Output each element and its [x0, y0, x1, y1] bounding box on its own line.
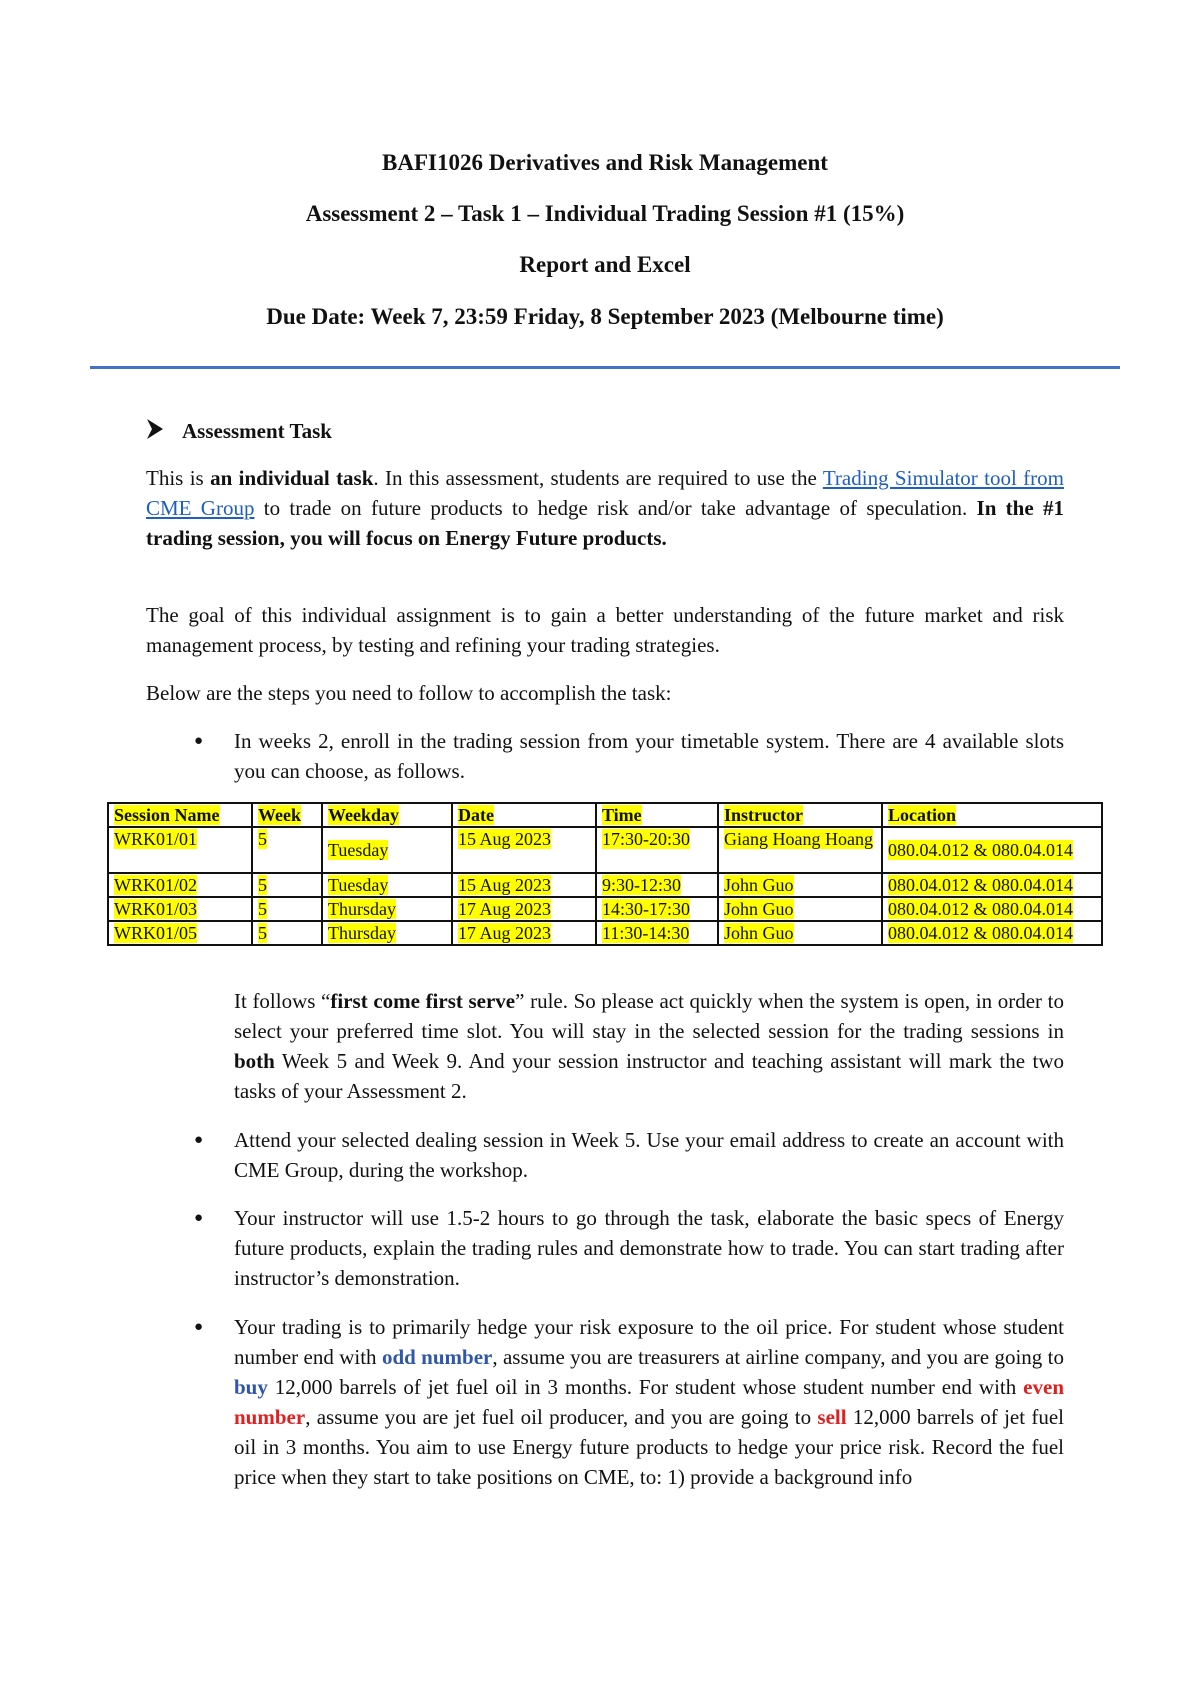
table-cell [108, 827, 252, 873]
table-header [252, 803, 322, 827]
header-text: Weekday [328, 805, 400, 825]
cell-text: John Guo [724, 923, 794, 943]
cell-text: 17 Aug 2023 [458, 923, 552, 943]
table-cell [882, 827, 1102, 873]
steps-intro: Below are the steps you need to follow to accomplish the task: [146, 681, 672, 705]
cell-text: 080.04.012 & 080.04.014 [888, 899, 1074, 919]
table-header [596, 803, 718, 827]
intro-paragraph [146, 463, 1064, 553]
cell-text: Thursday [328, 923, 396, 943]
intro-text: This is [146, 466, 211, 490]
due-date: Due Date: Week 7, 23:59 Friday, 8 September 2023 (Melbourne time) [266, 304, 944, 329]
step-enroll: In weeks 2, enroll in the trading session from your timetable system. There are 4 available slots you can choose, as follows. [234, 729, 1064, 783]
cell-text: WRK01/02 [114, 875, 197, 895]
table-cell [322, 827, 452, 873]
cell-text: WRK01/03 [114, 899, 197, 919]
goal-paragraph: The goal of this individual assignment is to gain a better understanding of the future market and risk management process, by testing and refining your trading strategies. [146, 603, 1064, 657]
table-cell [252, 827, 322, 873]
table-cell [596, 921, 718, 945]
cell-text: John Guo [724, 875, 794, 895]
table-row [108, 897, 1102, 921]
table-row [108, 873, 1102, 897]
table-cell [108, 897, 252, 921]
cell-text: Giang Hoang Hoang [724, 829, 873, 849]
bullet-dot: ● [194, 1132, 204, 1148]
step-trading [234, 1312, 1064, 1492]
buy-label: buy [234, 1375, 268, 1399]
rule-emphasis: first come first serve [330, 989, 516, 1013]
table-cell [882, 921, 1102, 945]
rule-text: Week 5 and Week 9. And your session instructor and teaching assistant will mark the two tasks of your Assessment 2. [234, 1049, 1064, 1103]
section-heading: Assessment Task [182, 419, 332, 443]
table-row [108, 921, 1102, 945]
table-cell [452, 921, 596, 945]
table-header [322, 803, 452, 827]
table-cell [718, 827, 882, 873]
cell-text: 11:30-14:30 [602, 923, 690, 943]
deliverable-title: Report and Excel [519, 252, 691, 277]
trading-text: 12,000 barrels of jet fuel oil in 3 months. You aim to use Energy future products to hedge your price risk. Record the fuel price when they start to take positions on CME, to: 1) provide a background info [234, 1405, 1064, 1489]
cell-text: 5 [258, 923, 267, 943]
trading-text: 12,000 barrels of jet fuel oil in 3 months. For student whose student number end with [267, 1375, 1024, 1399]
header-text: Instructor [724, 805, 803, 825]
even-number-label: even number [234, 1375, 1064, 1429]
cell-text: 14:30-17:30 [602, 899, 690, 919]
enroll-rule-paragraph [234, 986, 1064, 1106]
trading-text: , assume you are jet fuel oil producer, and you are going to [305, 1405, 818, 1429]
cell-text: 080.04.012 & 080.04.014 [888, 840, 1074, 860]
bullet-dot: ● [194, 1319, 204, 1335]
cell-text: WRK01/05 [114, 923, 197, 943]
table-cell [452, 873, 596, 897]
course-title: BAFI1026 Derivatives and Risk Management [382, 150, 828, 175]
table-cell [718, 921, 882, 945]
cell-text: 5 [258, 875, 267, 895]
intro-text: . In this assessment, students are required to use the [373, 466, 823, 490]
table-cell [882, 873, 1102, 897]
cell-text: Tuesday [328, 875, 389, 895]
table-cell [322, 921, 452, 945]
rule-text: ” rule. So please act quickly when the system is open, in order to select your preferred time slot. You will stay in the selected session for the trading sessions in [234, 989, 1064, 1043]
trading-text: Your trading is to primarily hedge your risk exposure to the oil price. For student whose student number end with [234, 1315, 1064, 1369]
table-cell [718, 897, 882, 921]
intro-emphasis: an individual task [210, 466, 374, 490]
table-cell [108, 873, 252, 897]
trading-text: , assume you are treasurers at airline company, and you are going to [492, 1345, 1065, 1369]
header-divider [90, 366, 1120, 369]
table-cell [596, 873, 718, 897]
header-text: Date [458, 805, 494, 825]
session-table [107, 802, 1103, 946]
bullet-dot: ● [194, 733, 204, 749]
table-header [882, 803, 1102, 827]
cell-text: 17 Aug 2023 [458, 899, 552, 919]
table-cell [252, 921, 322, 945]
table-cell [252, 897, 322, 921]
cell-text: 15 Aug 2023 [458, 875, 552, 895]
table-cell [108, 921, 252, 945]
rule-text: It follows “ [234, 989, 331, 1013]
header-text: Week [258, 805, 301, 825]
table-cell [452, 897, 596, 921]
table-header-row [108, 803, 1102, 827]
cell-text: WRK01/01 [114, 829, 197, 849]
intro-text: to trade on future products to hedge risk and/or take advantage of speculation. [254, 496, 977, 520]
table-header [718, 803, 882, 827]
cell-text: 9:30-12:30 [602, 875, 681, 895]
cell-text: John Guo [724, 899, 794, 919]
intro-focus: In the #1 trading session, you will focus on Energy Future products. [146, 496, 1064, 550]
sell-label: sell [817, 1405, 847, 1429]
table-cell [718, 873, 882, 897]
arrow-bullet-icon [146, 418, 164, 440]
header-text: Location [888, 805, 957, 825]
table-cell [252, 873, 322, 897]
table-cell [596, 897, 718, 921]
odd-number-label: odd number [381, 1345, 493, 1369]
header-text: Time [602, 805, 642, 825]
cme-simulator-link[interactable]: Trading Simulator tool from CME Group [146, 466, 1064, 520]
table-header [452, 803, 596, 827]
bullet-dot: ● [194, 1210, 204, 1226]
header-text: Session Name [114, 805, 220, 825]
rule-emphasis: both [234, 1049, 275, 1073]
cell-text: 080.04.012 & 080.04.014 [888, 923, 1074, 943]
table-cell [882, 897, 1102, 921]
table-cell [322, 897, 452, 921]
cell-text: 080.04.012 & 080.04.014 [888, 875, 1074, 895]
cell-text: 17:30-20:30 [602, 829, 690, 849]
table-cell [452, 827, 596, 873]
step-instructor: Your instructor will use 1.5-2 hours to go through the task, elaborate the basic specs of Energy future products, explain the trading rules and demonstrate how to trade. You can start trading after instructor’s demonstration. [234, 1206, 1064, 1290]
step-attend: Attend your selected dealing session in Week 5. Use your email address to create an account with CME Group, during the workshop. [234, 1128, 1064, 1182]
cell-text: Thursday [328, 899, 396, 919]
table-cell [322, 873, 452, 897]
table-row [108, 827, 1102, 873]
cell-text: 5 [258, 899, 267, 919]
cell-text: 5 [258, 829, 267, 849]
table-cell [596, 827, 718, 873]
cell-text: Tuesday [328, 840, 389, 860]
cell-text: 15 Aug 2023 [458, 829, 552, 849]
assessment-title: Assessment 2 – Task 1 – Individual Trading Session #1 (15%) [305, 201, 905, 226]
table-header [108, 803, 252, 827]
